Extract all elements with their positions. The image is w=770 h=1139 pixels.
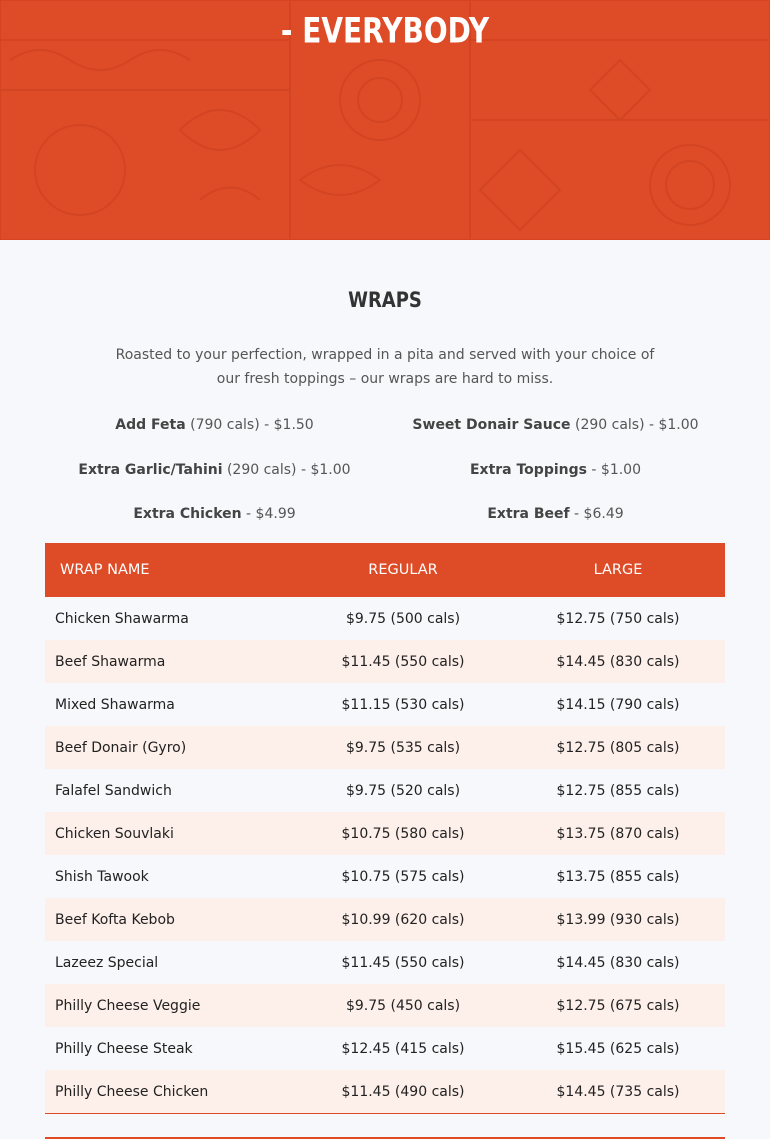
table-row	[45, 984, 725, 1027]
large-price-cell: $13.99 (930 cals)	[556, 911, 680, 928]
table-row	[45, 855, 725, 898]
table-header-row	[45, 543, 725, 597]
wrap-name-cell: Philly Cheese Veggie	[55, 997, 201, 1014]
wrap-name-cell: Chicken Souvlaki	[55, 825, 174, 842]
addon-item	[22, 462, 407, 478]
addon-detail: - $4.99	[241, 506, 296, 522]
large-price-cell: $12.75 (855 cals)	[556, 782, 680, 799]
addon-item	[22, 417, 407, 433]
addon-item	[363, 417, 748, 433]
large-price-cell: $14.45 (830 cals)	[556, 653, 680, 670]
addon-item	[22, 506, 407, 522]
large-price-cell: $13.75 (855 cals)	[556, 868, 680, 885]
header-large: LARGE	[593, 562, 643, 578]
wrap-name-cell: Philly Cheese Steak	[55, 1040, 193, 1057]
large-price-cell: $14.45 (735 cals)	[511, 1070, 725, 1114]
large-price-cell: $12.75 (805 cals)	[556, 739, 680, 756]
addon-name: Add Feta	[115, 417, 186, 433]
addon-item	[363, 506, 748, 522]
wrap-name-cell: Beef Kofta Kebob	[55, 911, 175, 928]
wrap-name-cell: Falafel Sandwich	[55, 782, 172, 799]
regular-price-cell: $9.75 (500 cals)	[345, 610, 461, 627]
table-row	[45, 898, 725, 941]
addon-item	[363, 462, 748, 478]
addon-name: Extra Chicken	[133, 506, 242, 522]
addon-detail: (790 cals) - $1.50	[185, 417, 314, 433]
addon-name: Sweet Donair Sauce	[412, 417, 571, 433]
regular-price-cell: $11.45 (490 cals)	[295, 1070, 511, 1114]
addon-detail: - $6.49	[569, 506, 624, 522]
section-title: WRAPS	[348, 288, 422, 314]
table-row	[45, 726, 725, 769]
header-wrap-name: WRAP NAME	[60, 562, 150, 578]
table-row	[45, 812, 725, 855]
regular-price-cell: $11.15 (530 cals)	[341, 696, 465, 713]
large-price-cell: $14.15 (790 cals)	[556, 696, 680, 713]
wrap-name-cell: Chicken Shawarma	[55, 610, 189, 627]
table-row	[45, 597, 725, 640]
regular-price-cell: $11.45 (550 cals)	[341, 954, 465, 971]
hero-banner	[0, 0, 770, 240]
addon-detail: (290 cals) - $1.00	[570, 417, 699, 433]
table-row	[45, 683, 725, 726]
table-row	[45, 1070, 725, 1114]
wraps-price-table	[45, 543, 725, 1114]
regular-price-cell: $10.99 (620 cals)	[341, 911, 465, 928]
regular-price-cell: $11.45 (550 cals)	[341, 653, 465, 670]
large-price-cell: $12.75 (675 cals)	[556, 997, 680, 1014]
regular-price-cell: $9.75 (520 cals)	[345, 782, 461, 799]
addon-name: Extra Beef	[487, 506, 570, 522]
wrap-name-cell: Lazeez Special	[55, 954, 159, 971]
table-row	[45, 640, 725, 683]
addon-detail: (290 cals) - $1.00	[222, 462, 351, 478]
addon-detail: - $1.00	[586, 462, 641, 478]
table-row	[45, 769, 725, 812]
large-price-cell: $13.75 (870 cals)	[556, 825, 680, 842]
regular-price-cell: $9.75 (535 cals)	[345, 739, 461, 756]
large-price-cell: $12.75 (750 cals)	[556, 610, 680, 627]
wrap-name-cell: Philly Cheese Chicken	[45, 1070, 295, 1114]
table-row	[45, 941, 725, 984]
regular-price-cell: $10.75 (575 cals)	[341, 868, 465, 885]
wrap-name-cell: Beef Shawarma	[55, 653, 166, 670]
table-row	[45, 1027, 725, 1070]
large-price-cell: $15.45 (625 cals)	[556, 1040, 680, 1057]
wrap-name-cell: Shish Tawook	[55, 868, 149, 885]
wrap-name-cell: Beef Donair (Gyro)	[55, 739, 187, 756]
hero-title: - EVERYBODY	[280, 10, 490, 52]
regular-price-cell: $12.45 (415 cals)	[341, 1040, 465, 1057]
addon-name: Extra Toppings	[469, 462, 587, 478]
regular-price-cell: $10.75 (580 cals)	[341, 825, 465, 842]
section-description: Roasted to your perfection, wrapped in a pita and served with your choice of our fresh toppings – our wraps are hard to miss.	[115, 347, 655, 387]
header-regular: REGULAR	[368, 562, 438, 578]
addon-name: Extra Garlic/Tahini	[78, 462, 223, 478]
regular-price-cell: $9.75 (450 cals)	[345, 997, 461, 1014]
large-price-cell: $14.45 (830 cals)	[556, 954, 680, 971]
wrap-name-cell: Mixed Shawarma	[55, 696, 175, 713]
